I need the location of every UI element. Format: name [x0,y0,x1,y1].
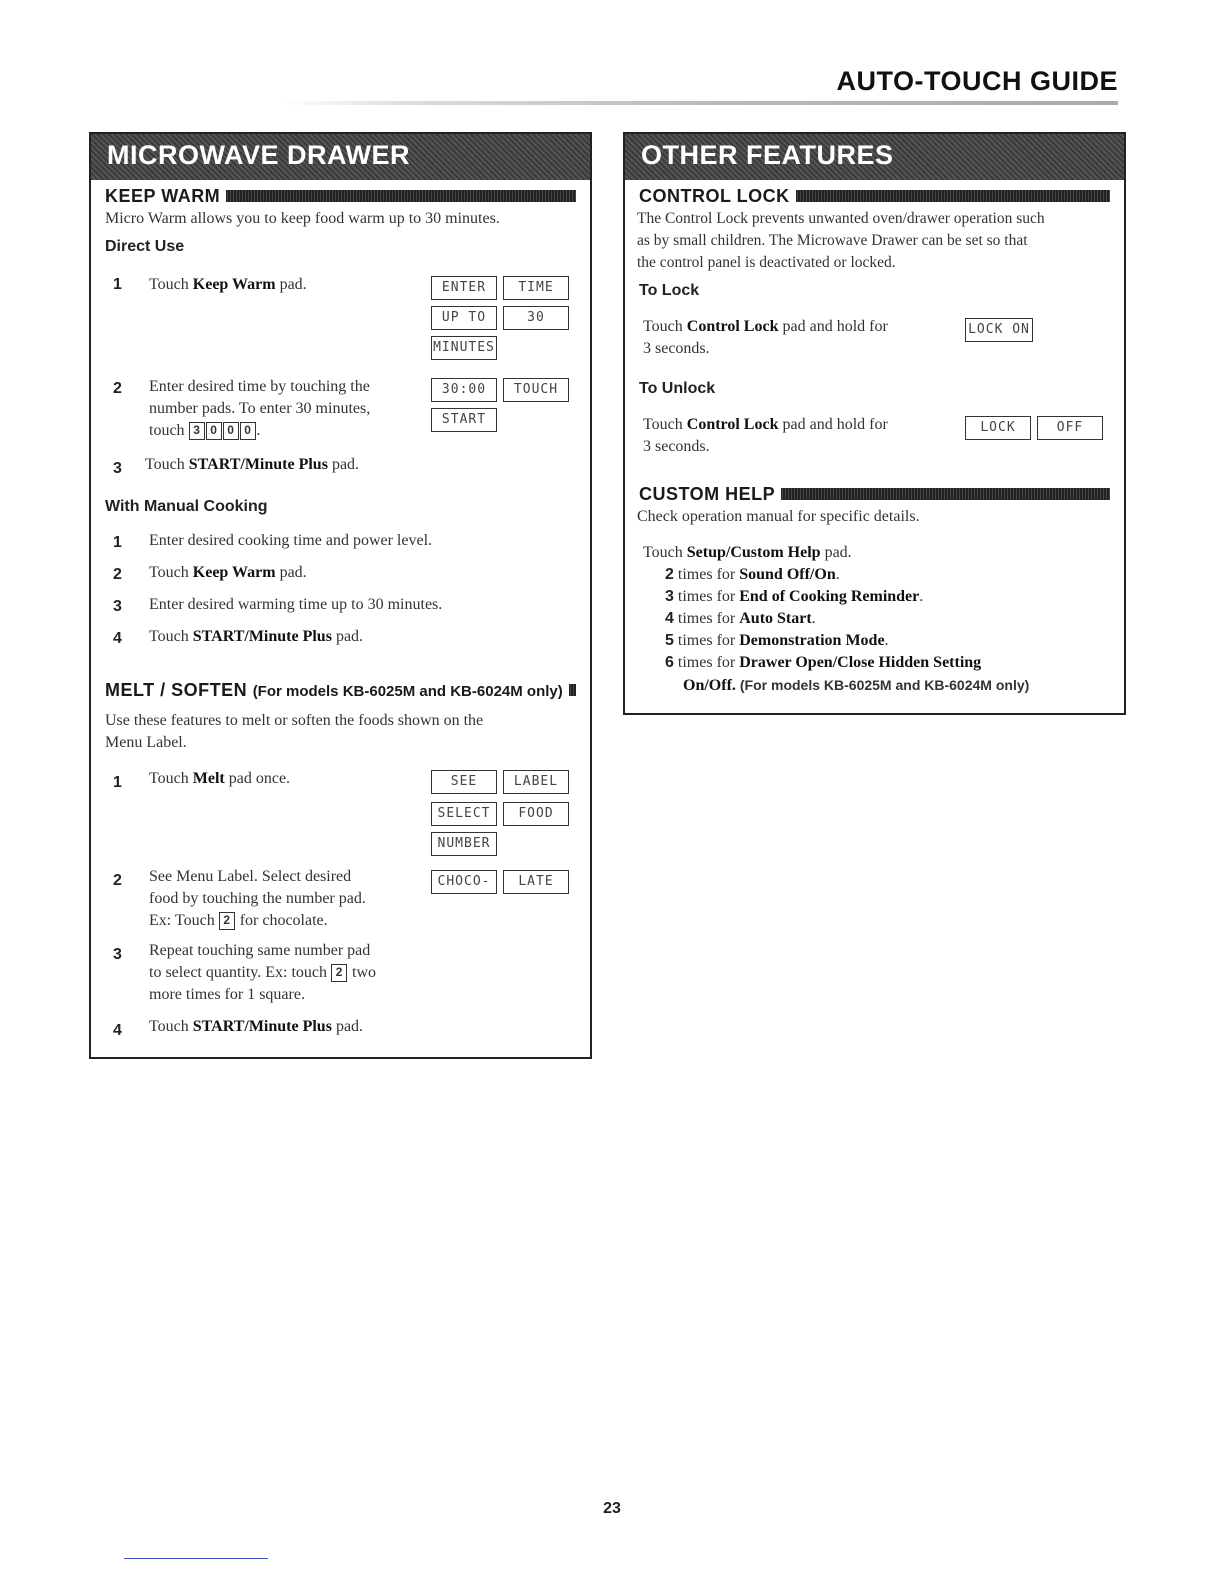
step-number: 3 [113,598,122,615]
display-food: FOOD [503,802,569,826]
keep-warm-heading [105,186,576,208]
control-lock-title: CONTROL LOCK [639,186,796,207]
keep-warm-intro: Micro Warm allows you to keep food warm up to 30 minutes. [105,210,500,227]
direct-use-step-2: Enter desired time by touching the number pads. To enter 30 minutes, touch 3 0 0 0 . [149,378,371,439]
step-number: 4 [113,630,122,647]
panel-title: OTHER FEATURES [641,140,894,170]
display-number: NUMBER [431,832,497,856]
other-features-panel [623,132,1126,715]
other-features-header [625,134,1124,180]
step-number: 1 [113,774,122,791]
step-number: 2 [113,380,122,397]
display-see: SEE [431,770,497,794]
display-label: LABEL [503,770,569,794]
display-off: OFF [1037,416,1103,440]
display-time: TIME [503,276,569,300]
melt-intro: Use these features to melt or soften the foods shown on the Menu Label. [105,712,484,751]
custom-help-intro: Check operation manual for specific details. [637,508,920,525]
display-late: LATE [503,870,569,894]
display-touch: TOUCH [503,378,569,402]
custom-help-item-continuation: On/Off. (For models KB-6025M and KB-6024M only) [683,677,1030,694]
custom-help-title: CUSTOM HELP [639,484,781,505]
manual-step-1: Enter desired cooking time and power level. [149,532,433,549]
melt-step-3: Repeat touching same number pad to select quantity. Ex: touch 2 two more times for 1 square. [149,942,377,1003]
custom-help-item: 6 times for Drawer Open/Close Hidden Setting [665,654,982,671]
step-number: 3 [113,460,122,477]
display-choco: CHOCO- [431,870,497,894]
key-0: 0 [223,422,239,440]
custom-help-heading [639,484,1110,506]
control-lock-heading [639,186,1110,208]
manual-step-3: Enter desired warming time up to 30 minutes. [149,596,443,613]
page-number: 23 [603,1500,621,1517]
custom-help-item: 4 times for Auto Start. [665,610,816,627]
step-number: 4 [113,1022,122,1039]
keep-warm-title: KEEP WARM [105,186,226,207]
display-up-to: UP TO [431,306,497,330]
custom-help-item: 3 times for End of Cooking Reminder. [665,588,924,605]
step-number: 2 [113,872,122,889]
direct-use-step-3: Touch START/Minute Plus pad. [145,456,360,473]
key-0: 0 [240,422,256,440]
manual-cooking-subheading: With Manual Cooking [105,498,268,515]
display-lock: LOCK [965,416,1031,440]
manual-step-4: Touch START/Minute Plus pad. [149,628,364,645]
display-minutes: MINUTES [431,336,497,360]
microwave-drawer-panel [89,132,592,1059]
step-number: 1 [113,276,122,293]
key-2: 2 [219,912,235,930]
header-rule [282,101,1118,105]
custom-help-item: 2 times for Sound Off/On. [665,566,840,583]
to-unlock-subheading: To Unlock [639,380,716,397]
key-2: 2 [331,964,347,982]
step-number: 3 [113,946,122,963]
custom-help-lead: Touch Setup/Custom Help pad. [643,544,852,561]
custom-help-item: 5 times for Demonstration Mode. [665,632,889,649]
display-30: 30 [503,306,569,330]
page-header-title: AUTO-TOUCH GUIDE [836,66,1118,96]
manual-step-2: Touch Keep Warm pad. [149,564,307,581]
footer-rule [124,1558,268,1559]
direct-use-subheading: Direct Use [105,238,185,255]
to-unlock-text: Touch Control Lock pad and hold for 3 seconds. [643,416,888,455]
to-lock-subheading: To Lock [639,282,700,299]
melt-step-4: Touch START/Minute Plus pad. [149,1018,364,1035]
melt-step-2: See Menu Label. Select desired food by touching the number pad. Ex: Touch 2 for chocolate. [149,868,366,929]
direct-use-step-1: Touch Keep Warm pad. [149,276,307,293]
display-30-00: 30:00 [431,378,497,402]
microwave-drawer-header [91,134,590,180]
step-number: 2 [113,566,122,583]
melt-soften-title: MELT / SOFTEN (For models KB-6025M and KB-6024M only) [105,680,569,701]
melt-step-1: Touch Melt pad once. [149,770,291,787]
key-0: 0 [206,422,222,440]
control-lock-intro: The Control Lock prevents unwanted oven/drawer operation such as by small children. The Microwave Drawer can be set so that the control panel is deactivated or locked. [637,210,1045,271]
panel-title: MICROWAVE DRAWER [107,140,410,170]
display-lock-on: LOCK ON [965,318,1033,342]
melt-soften-heading [105,680,576,702]
key-3: 3 [189,422,205,440]
to-lock-text: Touch Control Lock pad and hold for 3 seconds. [643,318,888,357]
display-start: START [431,408,497,432]
step-number: 1 [113,534,122,551]
display-select: SELECT [431,802,497,826]
display-enter: ENTER [431,276,497,300]
